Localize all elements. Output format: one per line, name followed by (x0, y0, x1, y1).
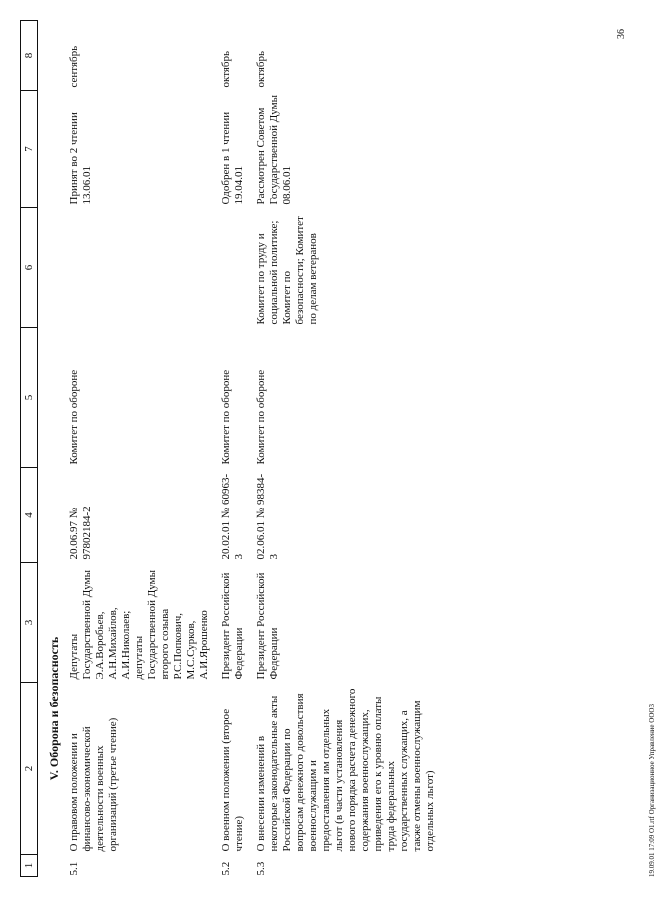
rotated-document-page (20, 21, 656, 877)
column-number: 7 (21, 91, 38, 208)
column-number: 2 (21, 683, 38, 855)
row-number: 5.3 (255, 861, 267, 876)
page-number: 36 (616, 29, 627, 39)
bill-title: О внесении изменений в некоторые законодательные акты Российской Федерации по вопросам денежного довольствия военнослужащим и предоставления им отдельных льгот (в части установления нового порядка расчета денежного содержания военнослужащих, приведения его к уровню оплаты труда федеральных государственных служащих, а также отмены военнослужащим отдельных льгот) (255, 688, 436, 852)
table-row (217, 21, 252, 877)
registration-number: 02.06.01 № 98384-3 (255, 473, 280, 560)
co-executor-committees: Комитет по труду и социальной политике; Комитет по безопасности; Комитет по делам ветеранов (255, 216, 319, 325)
responsible-committee: Комитет по обороне (220, 369, 232, 465)
column-number: 1 (21, 855, 38, 877)
registration-number: 20.06.97 № 97802184-2 (68, 506, 93, 560)
document-footer: 19.09.01 17:09 О1.rtf Организационное Управление ООО3 (648, 704, 656, 877)
legislation-plan-table (20, 20, 443, 877)
responsible-committee: Комитет по обороне (68, 369, 80, 465)
column-number: 5 (21, 328, 38, 468)
bill-title: О военном положении (второе чтение) (220, 708, 245, 852)
section-row (38, 21, 66, 877)
responsible-committee: Комитет по обороне (255, 369, 267, 465)
row-number: 5.1 (68, 861, 80, 876)
planned-month: октябрь (255, 50, 267, 88)
co-executor-committees (65, 208, 217, 328)
column-number: 6 (21, 208, 38, 328)
row-number: 5.2 (220, 861, 232, 876)
bill-initiator: Депутаты Государственной Думы Э.А.Воробьев, А.Н.Михайлов, А.И.Николаев; депутаты Государственной Думы второго созыва Р.С.Попкович, М.С.Сурков, А.И.Ярошенко (68, 569, 210, 680)
co-executor-committees (217, 208, 252, 328)
column-number: 8 (21, 21, 38, 91)
table-row (65, 21, 217, 877)
bill-status: Одобрен в 1 чтении 19.04.01 (220, 111, 245, 205)
bill-initiator: Президент Российской Федерации (220, 572, 245, 680)
planned-month: сентябрь (68, 45, 80, 88)
bill-title: О правовом положении и финансово-экономической деятельности военных организаций (третье чтение) (68, 717, 119, 852)
column-number: 3 (21, 563, 38, 683)
bill-status: Принят во 2 чтении 13.06.01 (68, 112, 93, 205)
section-title: V. Оборона и безопасность (47, 636, 61, 781)
registration-number: 20.02.01 № 60963-3 (220, 473, 245, 560)
bill-initiator: Президент Российской Федерации (255, 572, 280, 680)
table-row (252, 21, 443, 877)
column-number: 4 (21, 468, 38, 563)
planned-month: октябрь (220, 50, 232, 88)
bill-status: Рассмотрен Советом Государственной Думы 08.06.01 (255, 94, 293, 205)
column-number-header (21, 21, 38, 877)
